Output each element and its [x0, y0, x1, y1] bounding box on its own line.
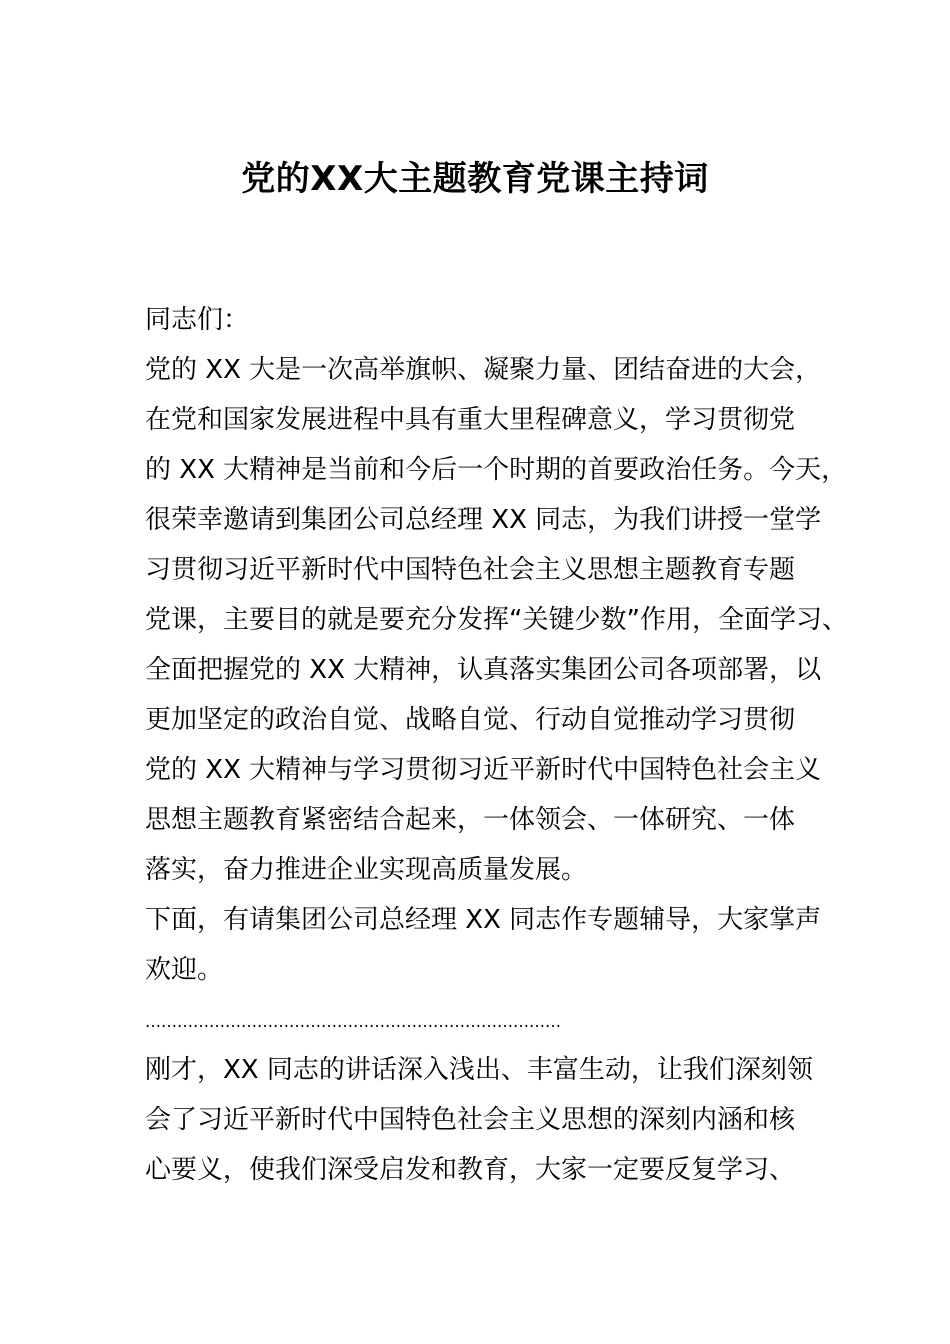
paragraph-line: 会了习近平新时代中国特色社会主义思想的深刻内涵和核	[145, 1105, 796, 1135]
salutation: 同志们：	[145, 305, 250, 335]
paragraph-line: 下面，有请集团公司总经理 XX 同志作专题辅导，大家掌声	[145, 905, 822, 935]
paragraph-line: 心要义，使我们深受启发和教育，大家一定要反复学习、	[145, 1155, 796, 1185]
paragraph-line: 刚才，XX 同志的讲话深入浅出、丰富生动，让我们深刻领	[145, 1055, 813, 1085]
paragraph-line: 思想主题教育紧密结合起来，一体领会、一体研究、一体	[145, 805, 796, 835]
section-separator: ……………………………………………………………………	[145, 1012, 561, 1031]
paragraph-line: 党课，主要目的就是要充分发挥“关键少数”作用，全面学习、	[145, 605, 848, 635]
paragraph-line: 的 XX 大精神是当前和今后一个时期的首要政治任务。今天，	[145, 455, 848, 485]
paragraph-line: 习贯彻习近平新时代中国特色社会主义思想主题教育专题	[145, 555, 796, 585]
document-title: 党的XX大主题教育党课主持词	[241, 159, 709, 199]
paragraph-line: 很荣幸邀请到集团公司总经理 XX 同志，为我们讲授一堂学	[145, 505, 822, 535]
paragraph-line: 欢迎。	[145, 955, 224, 985]
paragraph-line: 落实，奋力推进企业实现高质量发展。	[145, 855, 588, 885]
paragraph-line: 更加坚定的政治自觉、战略自觉、行动自觉推动学习贯彻	[145, 705, 796, 735]
paragraph-line: 在党和国家发展进程中具有重大里程碑意义，学习贯彻党	[145, 405, 796, 435]
paragraph-line: 全面把握党的 XX 大精神，认真落实集团公司各项部署，以	[145, 655, 822, 685]
paragraph-line: 党的 XX 大精神与学习贯彻习近平新时代中国特色社会主义	[145, 755, 822, 785]
paragraph-line: 党的 XX 大是一次高举旗帜、凝聚力量、团结奋进的大会，	[145, 355, 822, 385]
